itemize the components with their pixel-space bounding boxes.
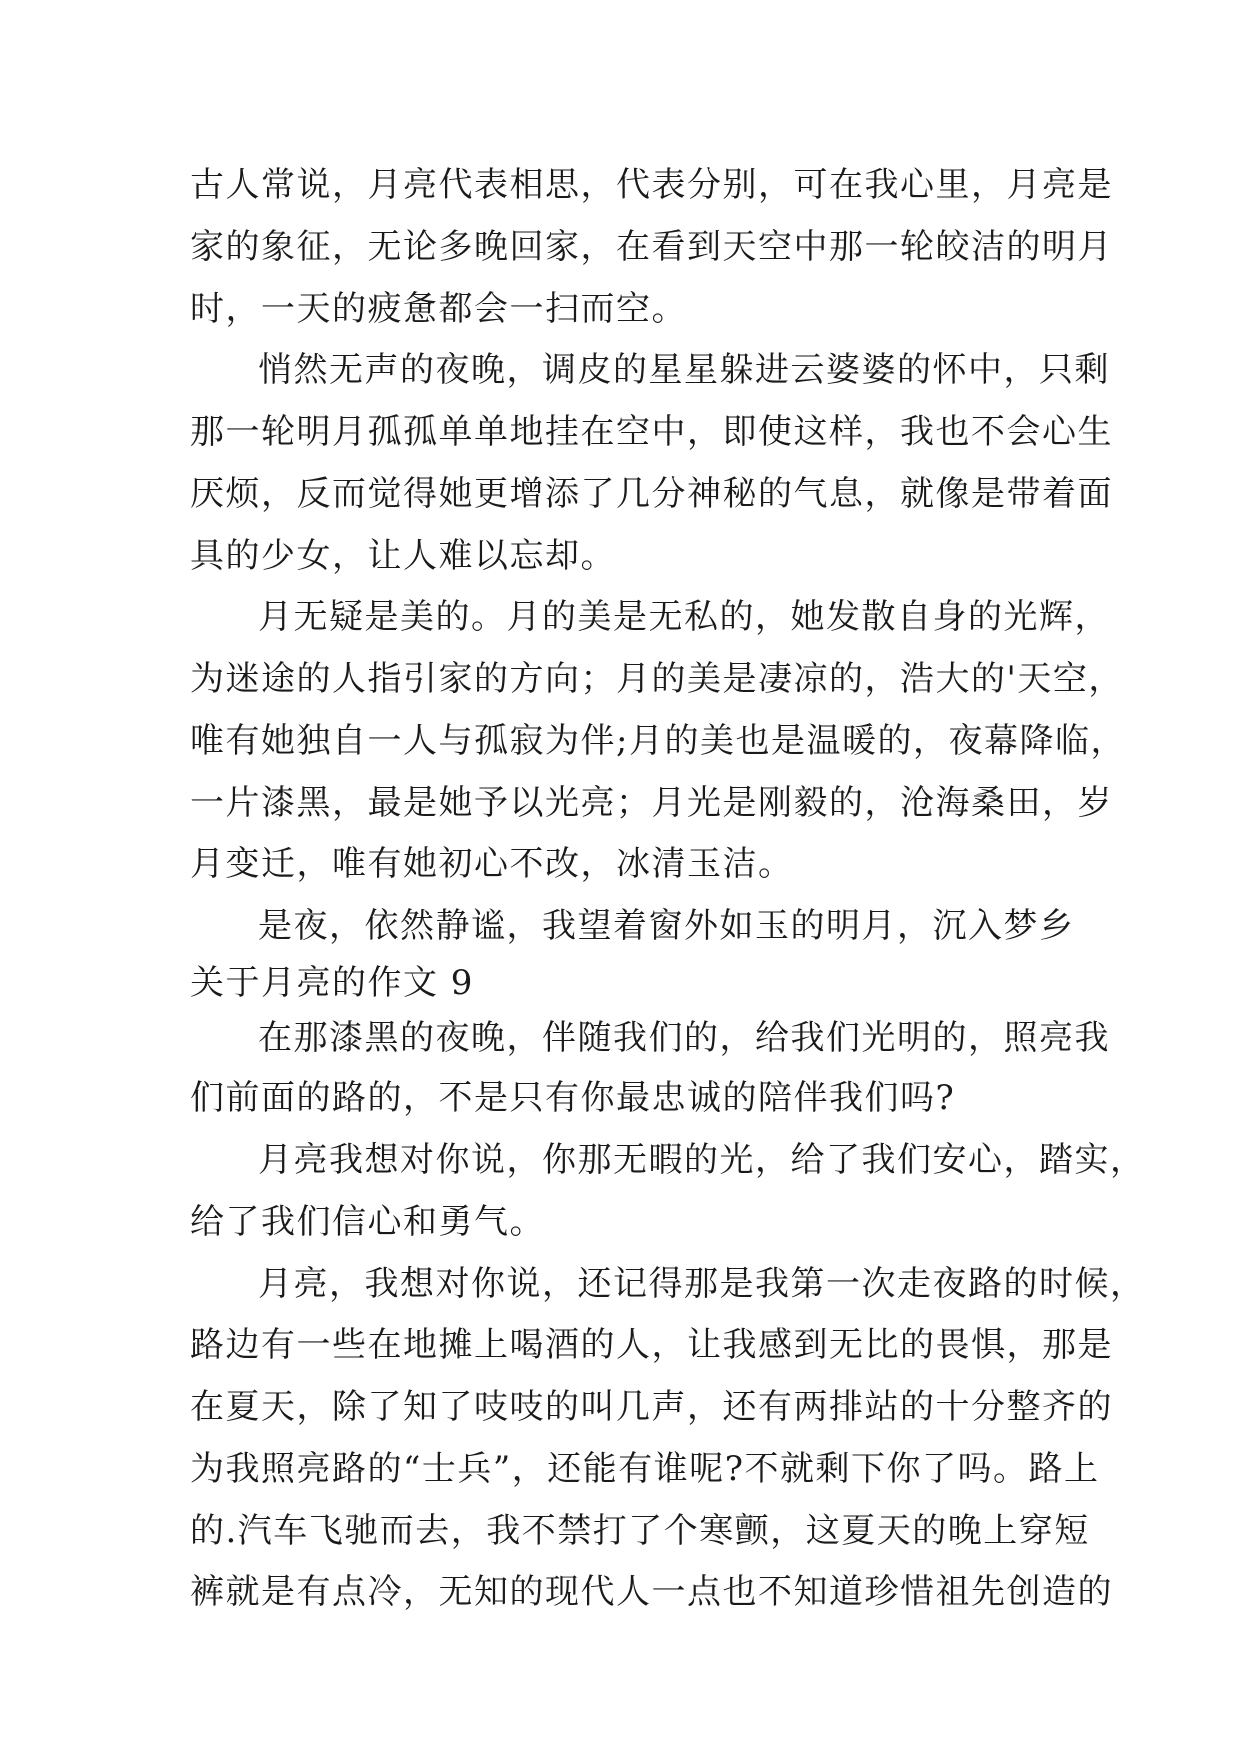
text-line: 家的象征，无论多晚回家，在看到天空中那一轮皎洁的明月 xyxy=(190,227,1113,267)
text-line: 一片漆黑，最是她予以光亮；月光是刚毅的，沧海桑田，岁 xyxy=(190,783,1113,823)
text-line: 们前面的路的，不是只有你最忠诚的陪伴我们吗? xyxy=(190,1078,956,1118)
text-line: 唯有她独自一人与孤寂为伴;月的美也是温暖的，夜幕降临， xyxy=(190,721,1126,761)
text-line: 厌烦，反而觉得她更增添了几分神秘的气息，就像是带着面 xyxy=(190,474,1113,514)
paragraph-start-line: 月亮我想对你说，你那无暇的光，给了我们安心，踏实， xyxy=(258,1140,1146,1180)
text-line: 在夏天，除了知了吱吱的叫几声，还有两排站的十分整齐的 xyxy=(190,1387,1113,1427)
text-line: 具的少女，让人难以忘却。 xyxy=(190,536,616,576)
text-line: 给了我们信心和勇气。 xyxy=(190,1202,545,1242)
text-line: 为迷途的人指引家的方向；月的美是凄凉的，浩大的'天空， xyxy=(190,659,1124,699)
text-line: 路边有一些在地摊上喝酒的人，让我感到无比的畏惧，那是 xyxy=(190,1325,1113,1365)
paragraph-start-line: 月亮，我想对你说，还记得那是我第一次走夜路的时候， xyxy=(258,1264,1146,1304)
text-line: 时，一天的疲惫都会一扫而空。 xyxy=(190,289,687,329)
text-line: 的.汽车飞驰而去，我不禁打了个寒颤，这夏天的晚上穿短 xyxy=(190,1511,1090,1551)
essay-heading: 关于月亮的作文 9 xyxy=(190,963,474,1003)
paragraph-start-line: 是夜，依然静谧，我望着窗外如玉的明月，沉入梦乡 xyxy=(258,906,1075,946)
text-line: 古人常说，月亮代表相思，代表分别，可在我心里，月亮是 xyxy=(190,165,1113,205)
text-line: 月变迁，唯有她初心不改，冰清玉洁。 xyxy=(190,844,794,884)
paragraph-start-line: 月无疑是美的。月的美是无私的，她发散自身的光辉， xyxy=(258,597,1110,637)
paragraph-start-line: 悄然无声的夜晚，调皮的星星躲进云婆婆的怀中，只剩 xyxy=(258,350,1110,390)
text-line: 为我照亮路的“士兵”，还能有谁呢?不就剩下你了吗。路上 xyxy=(190,1449,1100,1489)
text-line: 那一轮明月孤孤单单地挂在空中，即使这样，我也不会心生 xyxy=(190,412,1113,452)
paragraph-start-line: 在那漆黑的夜晚，伴随我们的，给我们光明的，照亮我 xyxy=(258,1018,1110,1058)
text-line: 裤就是有点冷，无知的现代人一点也不知道珍惜祖先创造的 xyxy=(190,1572,1113,1612)
